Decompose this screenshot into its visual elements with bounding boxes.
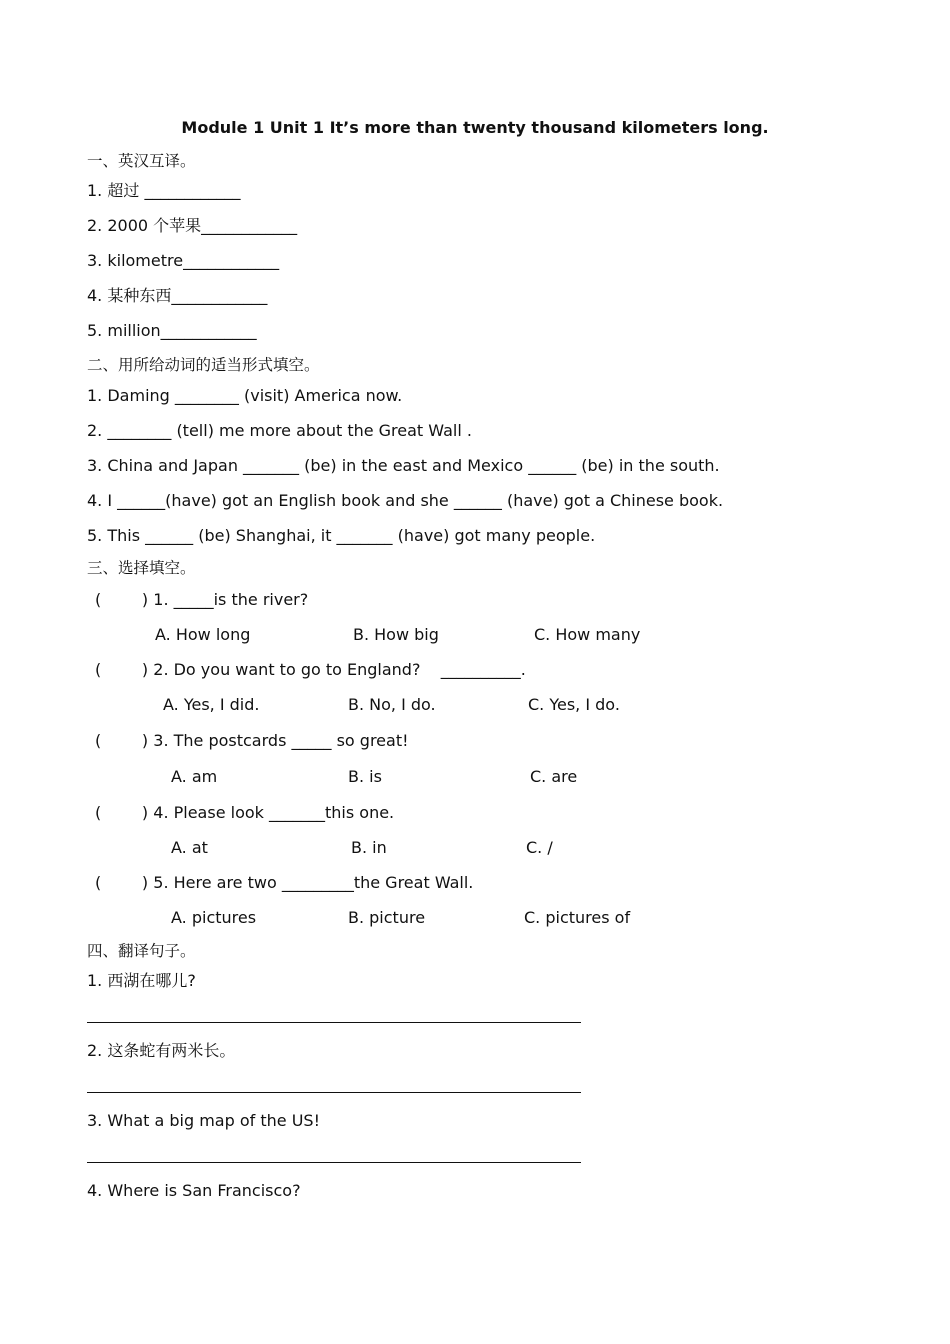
section1-item-2: 2. 2000 个苹果____________ xyxy=(87,216,298,235)
question-2-option-a: A. Yes, I did. xyxy=(163,695,260,714)
question-1-option-b: B. How big xyxy=(353,625,439,644)
section1-item-1: 1. 超过 ____________ xyxy=(87,181,241,200)
section2-item-2: 2. ________ (tell) me more about the Great Wall . xyxy=(87,421,472,440)
section2-item-3: 3. China and Japan _______ (be) in the east and Mexico ______ (be) in the south. xyxy=(87,456,720,475)
question-1-stem: ( ) 1. _____is the river? xyxy=(95,590,309,609)
translate-item-1: 1. 西湖在哪儿? xyxy=(87,971,196,990)
question-4-option-a: A. at xyxy=(171,838,208,857)
question-3-stem: ( ) 3. The postcards _____ so great! xyxy=(95,731,409,750)
question-1-option-a: A. How long xyxy=(155,625,251,644)
section2-item-5: 5. This ______ (be) Shanghai, it _______ (have) got many people. xyxy=(87,526,596,545)
question-2-option-b: B. No, I do. xyxy=(348,695,436,714)
question-5-option-a: A. pictures xyxy=(171,908,257,927)
section2-item-4: 4. I ______(have) got an English book and she ______ (have) got a Chinese book. xyxy=(87,491,724,510)
translate-item-2: 2. 这条蛇有两米长。 xyxy=(87,1041,236,1060)
question-5-option-b: B. picture xyxy=(348,908,426,927)
section2-heading: 二、用所给动词的适当形式填空。 xyxy=(87,356,320,374)
question-3-option-b: B. is xyxy=(348,767,382,786)
question-5-option-c: C. pictures of xyxy=(524,908,631,927)
translate-item-3: 3. What a big map of the US! xyxy=(87,1111,320,1130)
section1-item-4: 4. 某种东西____________ xyxy=(87,286,268,305)
section1-item-5: 5. million____________ xyxy=(87,321,257,340)
question-1-option-c: C. How many xyxy=(534,625,641,644)
question-4-option-c: C. / xyxy=(526,838,553,857)
section1-item-3: 3. kilometre____________ xyxy=(87,251,280,270)
answer-line-1 xyxy=(87,1022,581,1023)
question-5-stem: ( ) 5. Here are two _________the Great Wall. xyxy=(95,873,474,892)
page-title: Module 1 Unit 1 It’s more than twenty thousand kilometers long. xyxy=(181,118,769,137)
question-3-option-c: C. are xyxy=(530,767,578,786)
question-2-option-c: C. Yes, I do. xyxy=(528,695,620,714)
section1-heading: 一、英汉互译。 xyxy=(87,152,196,170)
translate-item-4: 4. Where is San Francisco? xyxy=(87,1181,301,1200)
section4-heading: 四、翻译句子。 xyxy=(87,942,196,960)
question-4-stem: ( ) 4. Please look _______this one. xyxy=(95,803,395,822)
question-2-stem: ( ) 2. Do you want to go to England? __________. xyxy=(95,660,526,679)
answer-line-3 xyxy=(87,1162,581,1163)
section3-heading: 三、选择填空。 xyxy=(87,559,196,577)
question-4-option-b: B. in xyxy=(351,838,387,857)
question-3-option-a: A. am xyxy=(171,767,218,786)
answer-line-2 xyxy=(87,1092,581,1093)
section2-item-1: 1. Daming ________ (visit) America now. xyxy=(87,386,403,405)
